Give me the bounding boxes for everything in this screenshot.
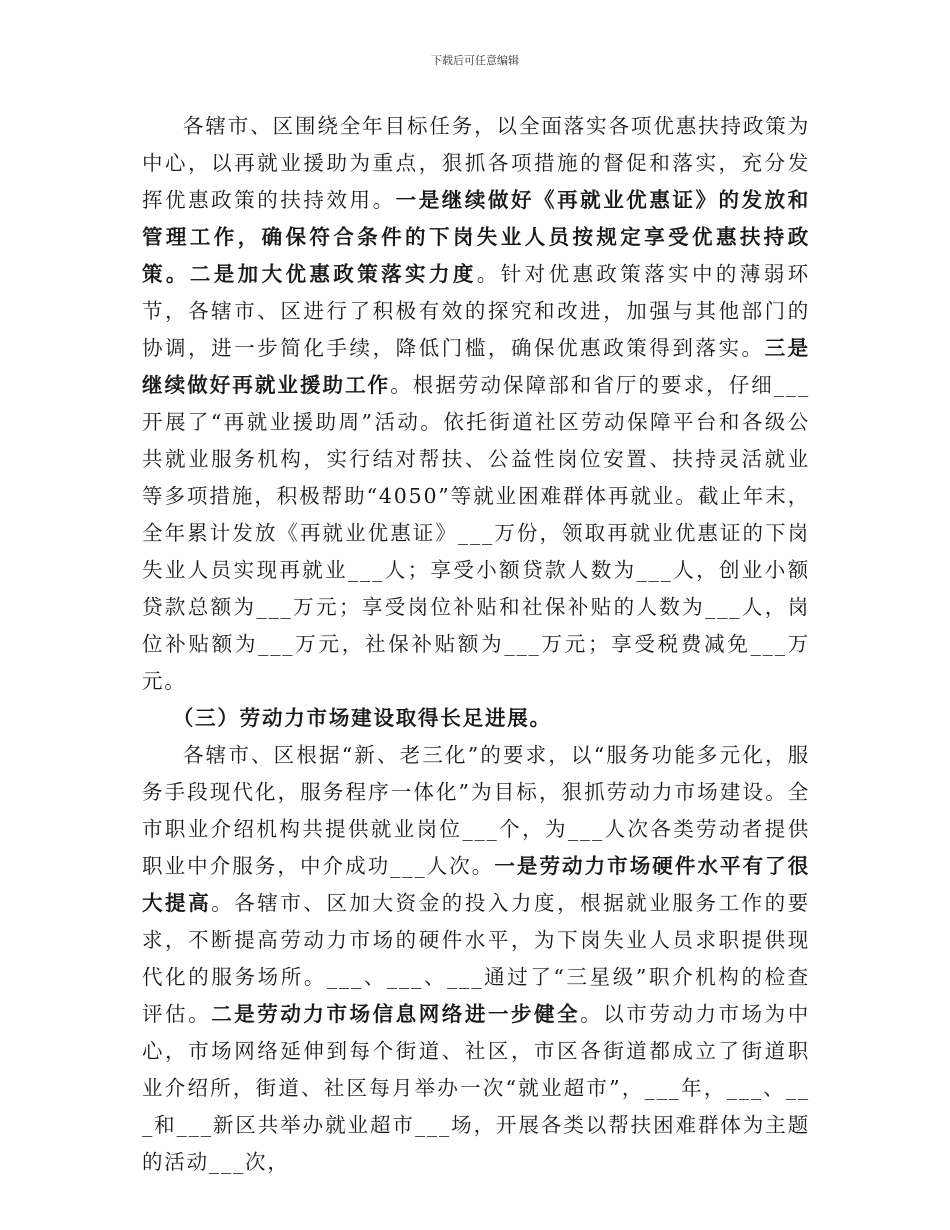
bold-point-one: 一是继续做好《再就业优惠证》的发放和管理工作，确保符合条件的下岗失业人员按规定享受优惠扶持政策。	[142, 188, 810, 286]
paragraph-text: 各辖市、区根据“新、老三化”的要求，以“服务功能多元化，服务手段现代化，服务程序一体化”为目标，狠抓劳动力市场建设。全市职业介绍机构共提供就业岗位___个，为___人次各类劳动者提供职业中介服务，中介成功___人次。	[142, 743, 810, 878]
bold-point-two: 二是劳动力市场信息网络进一步健全	[211, 1002, 581, 1026]
bold-point-one: 一是劳动力市场硬件水平有了很大提高	[142, 854, 810, 915]
section-heading: （三）劳动力市场建设取得长足进展。	[172, 706, 552, 730]
paragraph-text: 。以市劳动力市场为中心，市场网络延伸到每个街道、社区，市区各街道都成立了街道职业介绍所，街道、社区每月举办一次“就业超市”，___年，___、___和___新区共举办就业超市___场，开展各类以帮扶困难群体为主题的活动___次，	[142, 1002, 810, 1174]
paragraph-labor-market	[142, 737, 810, 1181]
page-header: 下载后可任意编辑	[431, 54, 519, 67]
bold-point-three: 三是继续做好再就业援助工作	[142, 336, 810, 397]
paragraph-text: 。针对优惠政策落实中的薄弱环节，各辖市、区进行了积极有效的探究和改进，加强与其他部门的协调，进一步简化手续，降低门槛，确保优惠政策得到落实。	[142, 262, 810, 360]
bold-point-two: 二是加大优惠政策落实力度	[189, 262, 477, 286]
paragraph-policy-implementation	[142, 108, 810, 700]
paragraph-text: 各辖市、区围绕全年目标任务，以全面落实各项优惠扶持政策为中心，以再就业援助为重点，狠抓各项措施的督促和落实，充分发挥优惠政策的扶持效用。	[142, 114, 810, 212]
paragraph-text: 。各辖市、区加大资金的投入力度，根据就业服务工作的要求，不断提高劳动力市场的硬件水平，为下岗失业人员求职提供现代化的服务场所。___、___、___通过了“三星级”职介机构的检查评估。	[142, 891, 810, 1026]
paragraph-text: 。根据劳动保障部和省厅的要求，仔细___开展了“再就业援助周”活动。依托街道社区劳动保障平台和各级公共就业服务机构，实行结对帮扶、公益性岗位安置、扶持灵活就业等多项措施，积极帮助“4050”等就业困难群体再就业。截止年末，全年累计发放《再就业优惠证》___万份，领取再就业优惠证的下岗失业人员实现再就业___人；享受小额贷款人数为___人，创业小额贷款总额为___万元；享受岗位补贴和社保补贴的人数为___人，岗位补贴额为___万元，社保补贴额为___万元；享受税费减免___万元。	[142, 373, 810, 693]
document-body	[142, 108, 810, 1181]
